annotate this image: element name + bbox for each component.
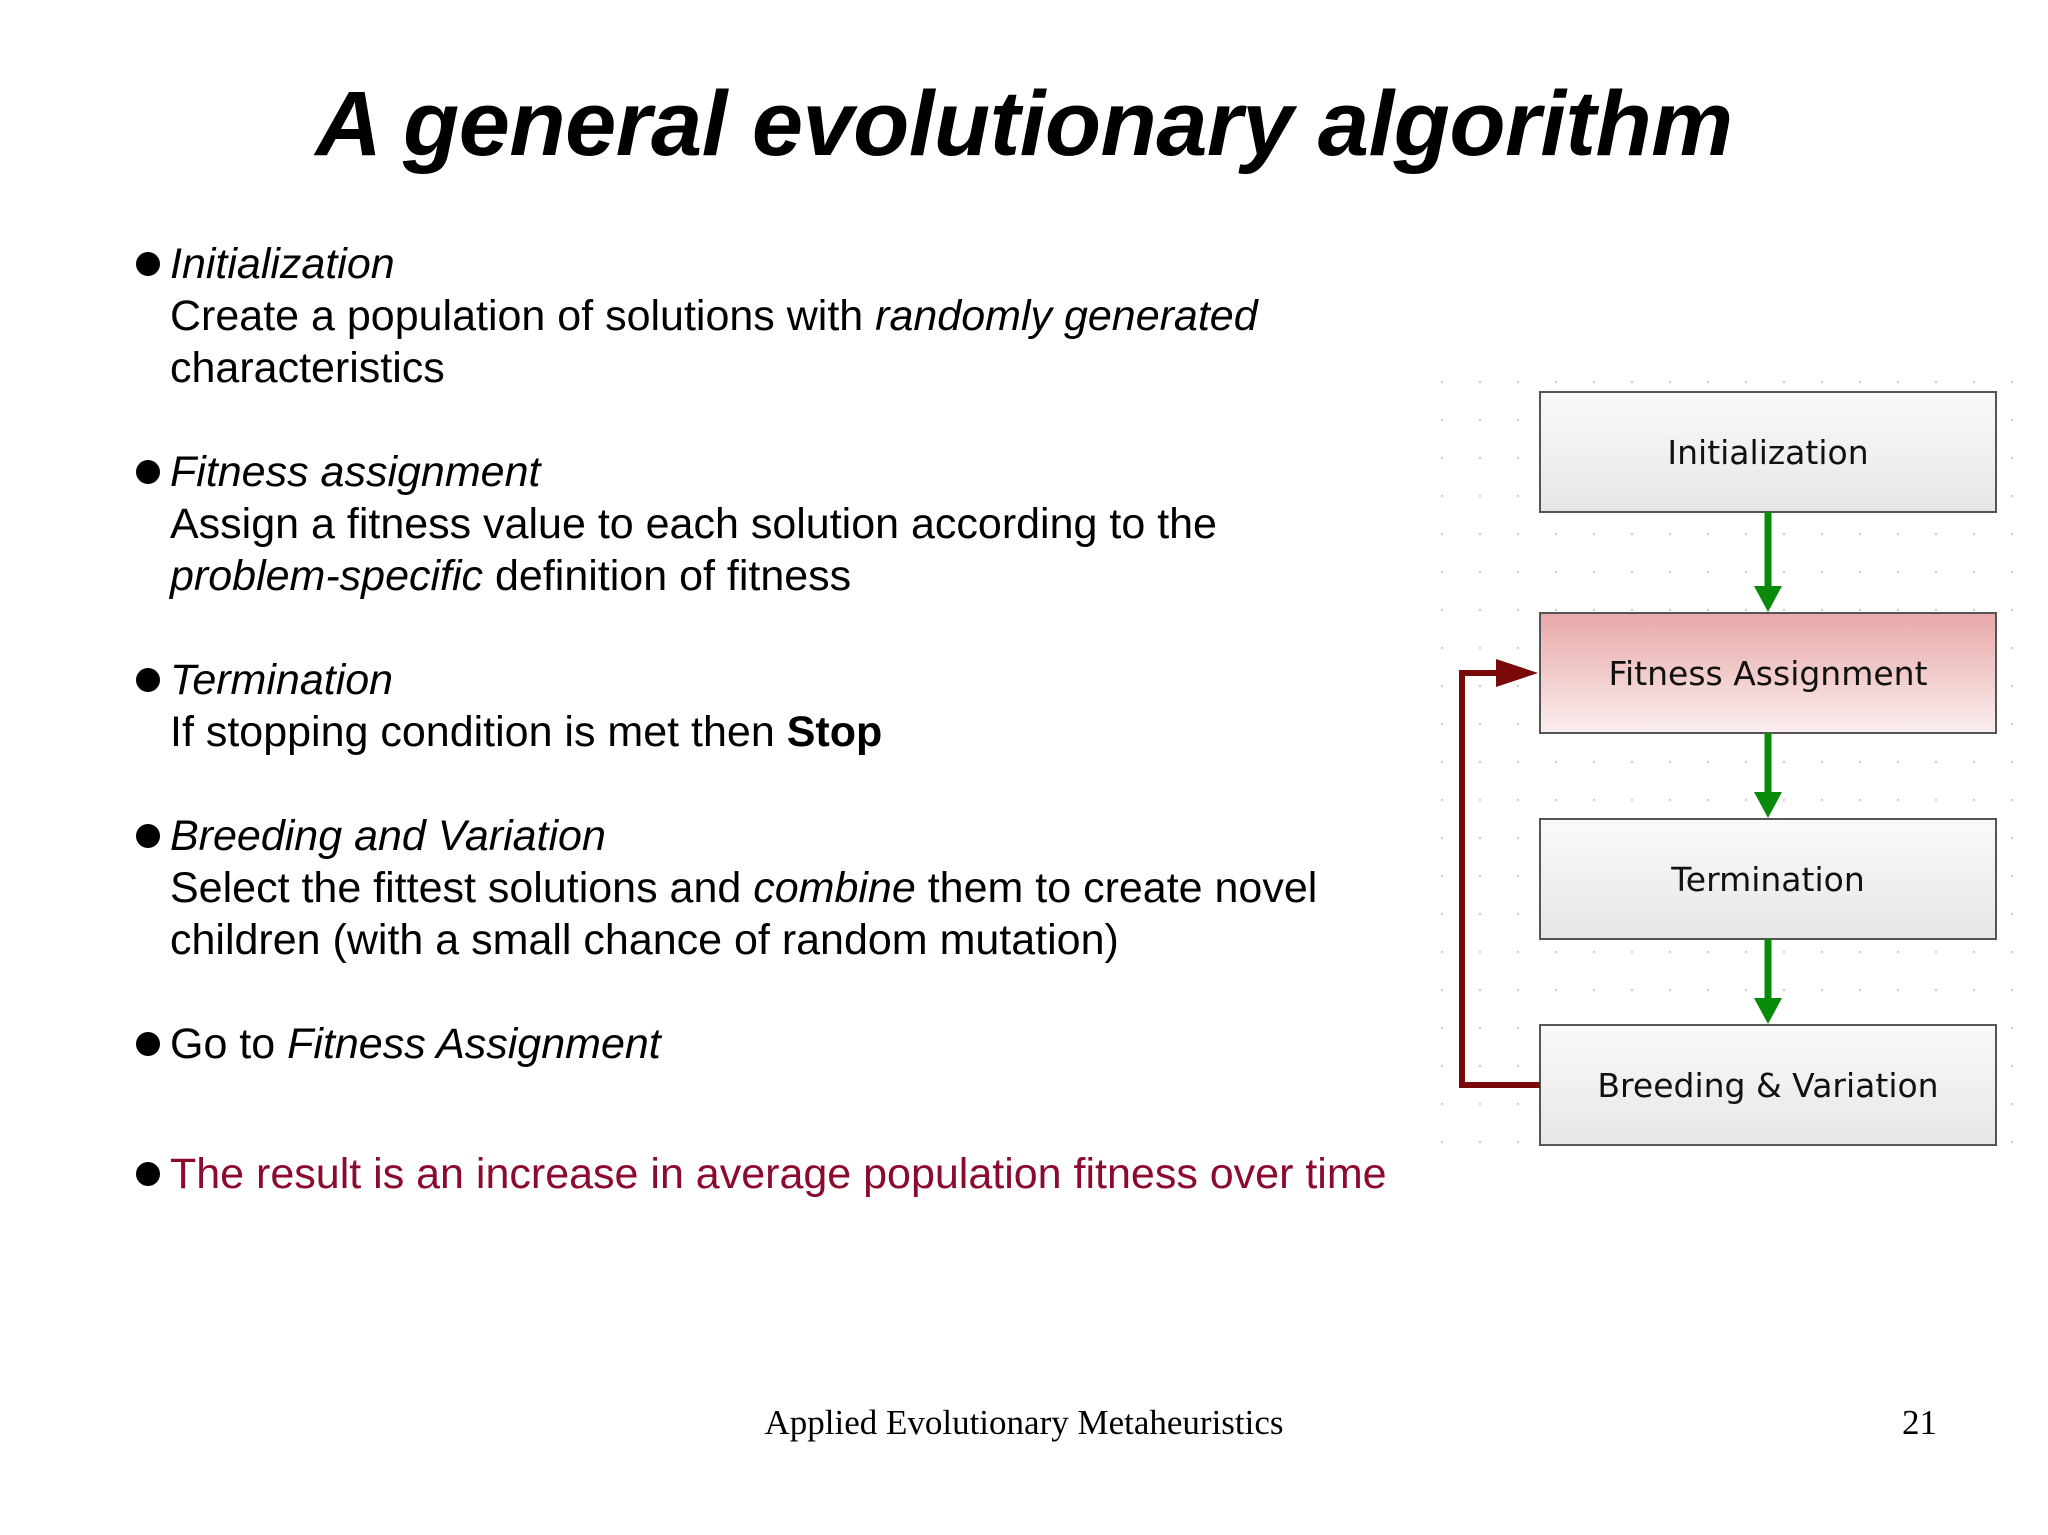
bullet-dot-icon	[136, 668, 160, 692]
bullet-breeding-variation	[136, 810, 1436, 966]
bullet-body: The result is an increase in average population fitness over time	[170, 1150, 1387, 1198]
box-label: Breeding & Variation	[1597, 1066, 1939, 1105]
bullet-body: Create a population of solutions with randomly generated characteristics	[170, 292, 1258, 392]
box-label: Initialization	[1667, 433, 1869, 472]
bullet-heading: Fitness assignment	[170, 448, 541, 496]
bullet-go-to-fitness	[136, 1018, 1436, 1070]
bullet-body: If stopping condition is met then Stop	[170, 708, 883, 756]
box-breeding-variation	[1540, 1025, 1996, 1145]
bullet-body: Assign a fitness value to each solution according to the problem-specific definition of fitness	[170, 500, 1217, 600]
bullet-fitness-assignment	[136, 446, 1436, 602]
bullet-list	[136, 238, 1436, 1200]
page-number: 21	[1902, 1403, 1937, 1442]
footer-title: Applied Evolutionary Metaheuristics	[764, 1403, 1284, 1442]
bullet-result	[136, 1148, 1430, 1200]
ea-flow-diagram	[1440, 380, 2020, 1160]
bullet-dot-icon	[136, 1162, 160, 1186]
bullet-body: Go to Fitness Assignment	[170, 1020, 661, 1068]
slide-title: A general evolutionary algorithm	[315, 73, 1733, 175]
bullet-dot-icon	[136, 252, 160, 276]
bullet-dot-icon	[136, 1032, 160, 1056]
bullet-heading: Termination	[170, 656, 394, 704]
box-label: Fitness Assignment	[1608, 654, 1928, 693]
bullet-dot-icon	[136, 460, 160, 484]
bullet-heading: Breeding and Variation	[170, 812, 606, 860]
box-label: Termination	[1671, 860, 1865, 899]
bullet-heading: Initialization	[170, 240, 395, 288]
bullet-body: Select the fittest solutions and combine them to create novel children (with a small chance of random mutation)	[170, 864, 1318, 964]
box-initialization	[1540, 392, 1996, 512]
bullet-termination	[136, 654, 1436, 758]
box-termination	[1540, 819, 1996, 939]
bullet-dot-icon	[136, 824, 160, 848]
box-fitness-assignment	[1540, 613, 1996, 733]
bullet-initialization	[136, 238, 1436, 394]
